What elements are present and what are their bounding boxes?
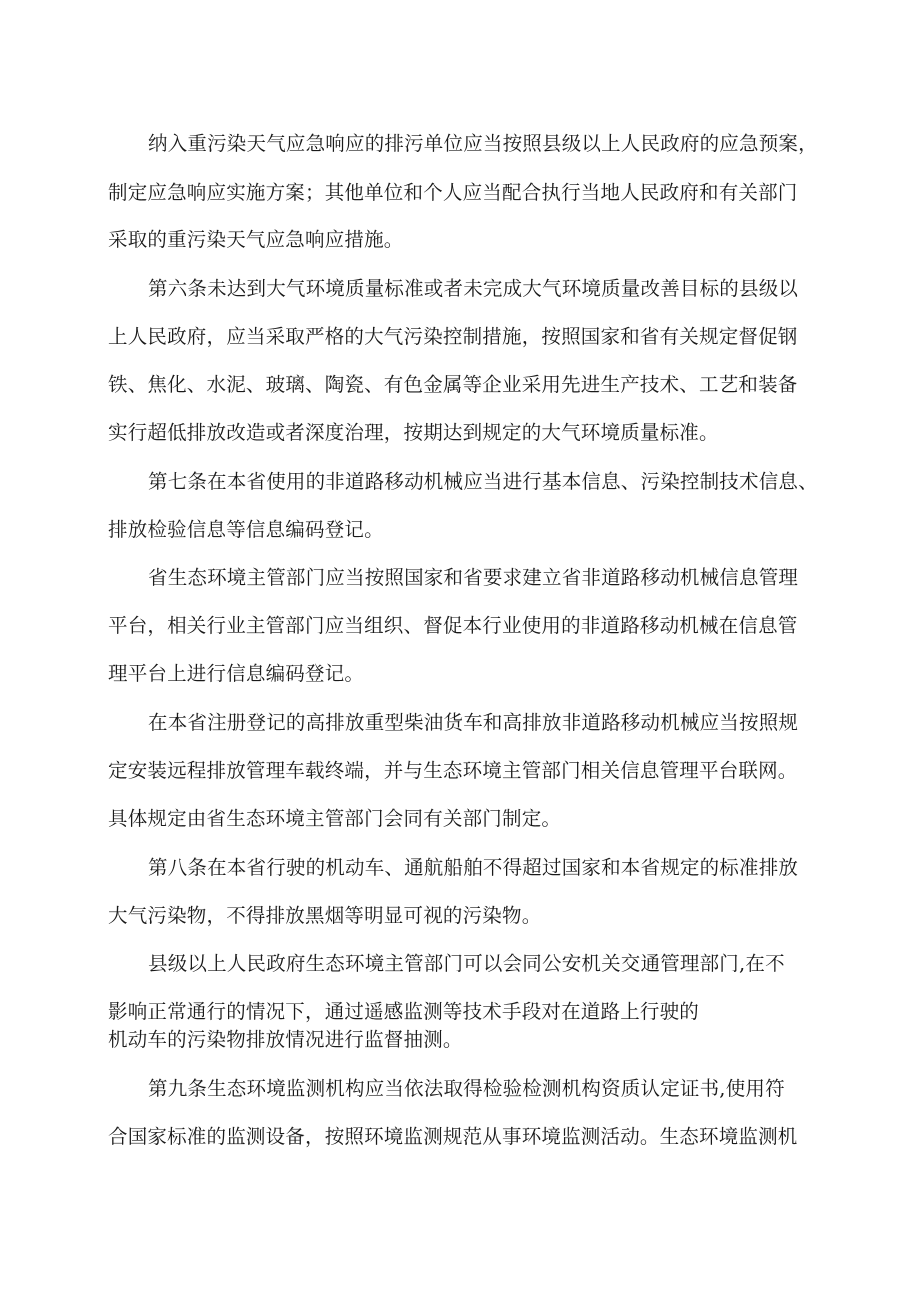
- text-line: 大气污染物，不得排放黑烟等明显可视的污染物。: [108, 904, 542, 927]
- text-line: 铁、焦化、水泥、玻璃、陶瓷、有色金属等企业采用先进生产技术、工艺和装备: [108, 373, 798, 396]
- text-line: 具体规定由省生态环境主管部门会同有关部门制定。: [108, 807, 562, 830]
- text-line: 定安装远程排放管理车载终端，并与生态环境主管部门相关信息管理平台联网。: [108, 759, 798, 782]
- text-line: 理平台上进行信息编码登记。: [108, 662, 365, 685]
- text-line: 实行超低排放改造或者深度治理，按期达到规定的大气环境质量标准。: [108, 421, 719, 444]
- text-line: 合国家标准的监测设备，按照环境监测规范从事环境监测活动。生态环境监测机: [108, 1125, 798, 1148]
- text-line: 省生态环境主管部门应当按照国家和省要求建立省非道路移动机械信息管理: [148, 566, 799, 589]
- text-line: 第六条未达到大气环境质量标准或者未完成大气环境质量改善目标的县级以: [148, 277, 799, 300]
- text-line: 上人民政府，应当采取严格的大气污染控制措施，按照国家和省有关规定督促钢: [108, 325, 798, 348]
- text-line: 第七条在本省使用的非道路移动机械应当进行基本信息、污染控制技术信息、: [148, 470, 818, 493]
- text-line: 县级以上人民政府生态环境主管部门可以会同公安机关交通管理部门,在不: [148, 952, 785, 975]
- text-line: 纳入重污染天气应急响应的排污单位应当按照县级以上人民政府的应急预案，: [148, 132, 818, 155]
- text-line: 排放检验信息等信息编码登记。: [108, 518, 384, 541]
- text-line: 平台，相关行业主管部门应当组织、督促本行业使用的非道路移动机械在信息管: [108, 614, 798, 637]
- text-line: 第八条在本省行驶的机动车、通航船舶不得超过国家和本省规定的标准排放: [148, 856, 799, 879]
- text-line: 在本省注册登记的高排放重型柴油货车和高排放非道路移动机械应当按照规: [148, 711, 799, 734]
- text-line: 第九条生态环境监测机构应当依法取得检验检测机构资质认定证书,使用符: [148, 1077, 785, 1100]
- text-line: 采取的重污染天气应急响应措施。: [108, 228, 404, 251]
- text-line: 机动车的污染物排放情况进行监督抽测。: [108, 1028, 463, 1051]
- text-line: 影响正常通行的情况下，通过遥感监测等技术手段对在道路上行驶的: [108, 1000, 700, 1023]
- text-line: 制定应急响应实施方案；其他单位和个人应当配合执行当地人民政府和有关部门: [108, 181, 798, 204]
